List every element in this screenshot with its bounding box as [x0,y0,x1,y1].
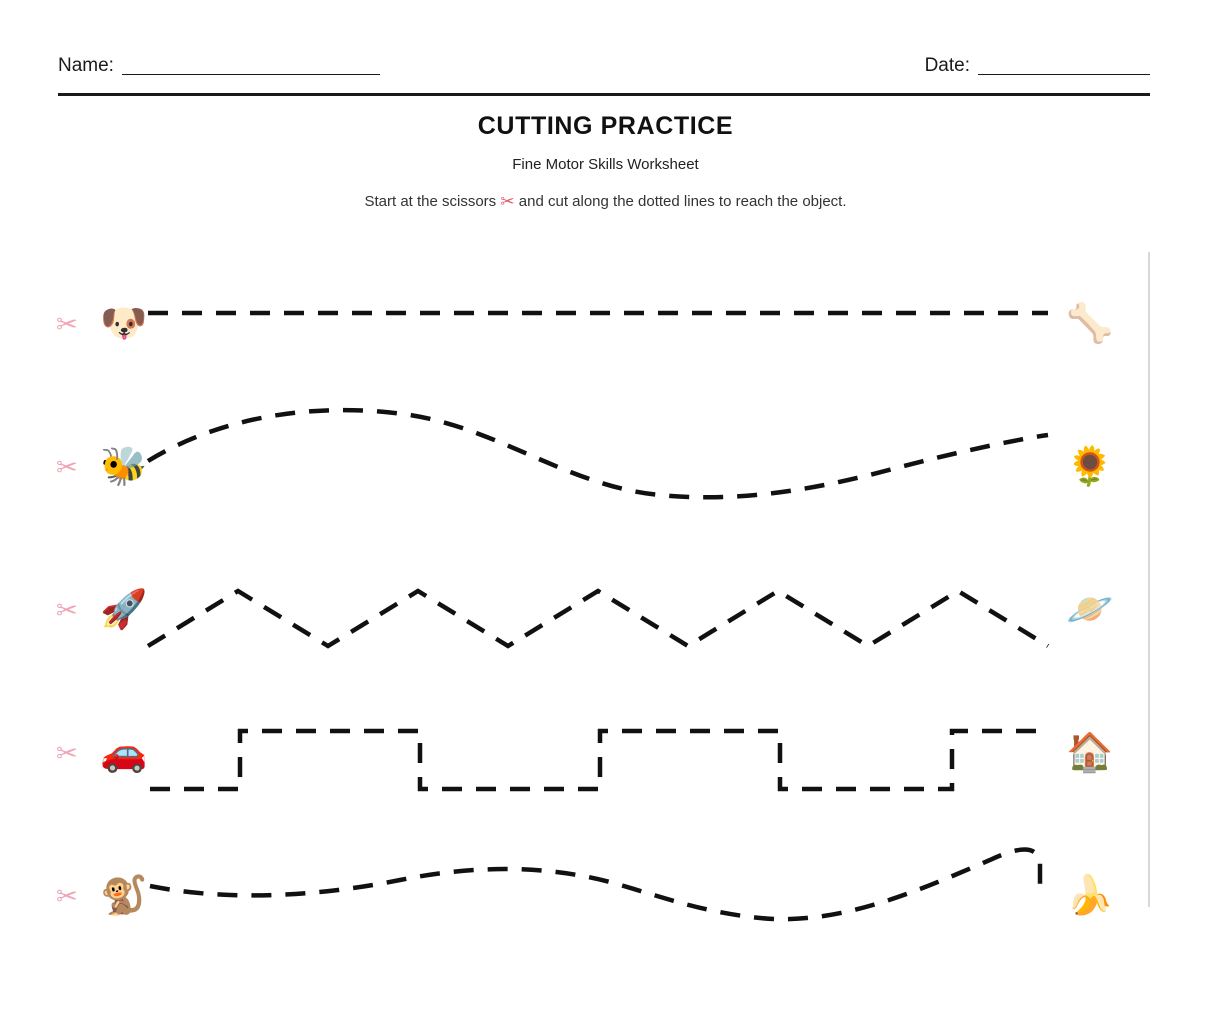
name-label: Name: [58,55,114,76]
practice-row [0,395,1211,538]
cutting-path-curve [140,824,1060,967]
scissors-icon: ✂ [56,737,78,768]
bee-emoji: 🐝 [100,445,148,488]
name-date-row [58,56,1150,75]
scissors-icon: ✂ [500,192,515,211]
rocket-emoji: 🚀 [100,588,148,631]
practice-row [0,252,1211,395]
instructions-text-after: and cut along the dotted lines to reach the object. [518,193,847,210]
sunflower-emoji: 🌻 [1066,445,1114,488]
banana-emoji: 🍌 [1066,874,1114,917]
page-subtitle: Fine Motor Skills Worksheet [512,156,699,173]
instructions [0,192,1211,212]
scissors-icon: ✂ [56,880,78,911]
scissors-icon: ✂ [56,451,78,482]
cutting-path-straight [140,252,1060,395]
practice-rows [0,252,1211,967]
cutting-path-wave [140,395,1060,538]
scissors-icon: ✂ [56,594,78,625]
monkey-emoji: 🐒 [100,874,148,917]
instructions-text-before: Start at the scissors [364,193,497,210]
planet-emoji: 🪐 [1066,588,1114,631]
date-label: Date: [924,55,970,76]
practice-row [0,538,1211,681]
page-title: CUTTING PRACTICE [477,112,734,140]
practice-row [0,824,1211,967]
dog-face-emoji: 🐶 [100,302,148,345]
bone-emoji: 🦴 [1066,302,1114,345]
house-emoji: 🏠 [1066,731,1114,774]
practice-row [0,681,1211,824]
date-field[interactable] [925,56,1150,75]
name-blank-line[interactable] [122,73,380,75]
date-blank-line[interactable] [978,73,1150,75]
scissors-icon: ✂ [56,308,78,339]
cutting-path-square [140,681,1060,824]
car-emoji: 🚗 [100,731,148,774]
header-divider [58,93,1150,96]
name-field[interactable] [58,56,380,75]
cutting-path-zigzag [140,538,1060,681]
